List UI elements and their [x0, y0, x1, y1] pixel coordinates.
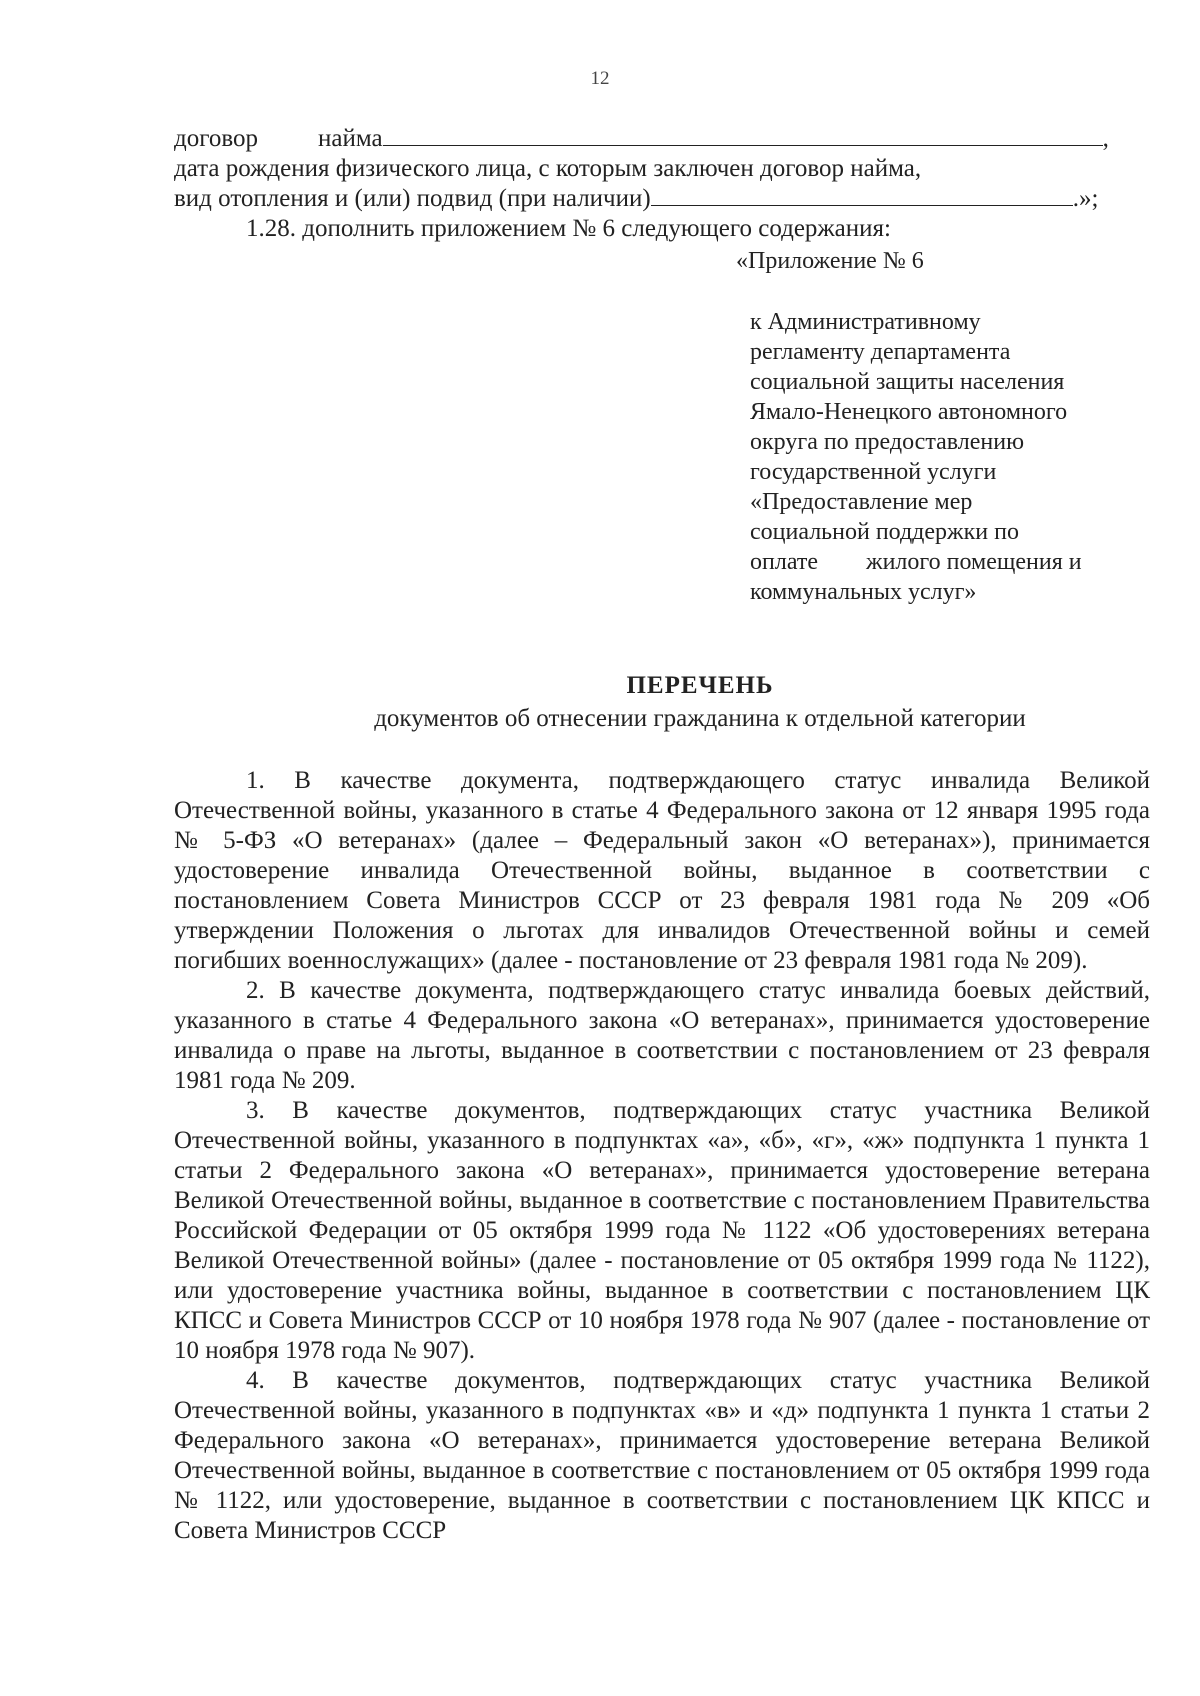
paragraph: 3. В качестве документов, подтверждающих статус участника Великой Отечественной войны, указанного в подпунктах «а», «б», «г», «ж» подпункта 1 пункта 1 статьи 2 Федерального закона «О ветеранах», принимается удостоверение ветерана Великой Отечественной войны, выданное в соответствие с постановлением Правительства Российской Федерации от 05 октября 1999 года № 1122 «Об удостоверениях ветерана Великой Отечественной войны» (далее - постановление от 05 октября 1999 года № 1122), или удостоверение участника войны, выданное в соответствии с постановлением ЦК КПСС и Совета Министров СССР от 10 ноября 1978 года № 907 (далее - постановление от 10 ноября 1978 года № 907).	[174, 1097, 1150, 1364]
contract-fields-block	[174, 124, 1144, 244]
page-number: 12	[590, 68, 610, 89]
contract-fill-line	[383, 127, 1103, 146]
document-body	[174, 766, 1150, 1546]
regulation-line: Ямало-Ненецкого автономного	[750, 399, 1068, 425]
regulation-line: округа по предоставлению	[750, 429, 1025, 455]
regulation-line: к Административному	[750, 309, 981, 335]
paragraph: 4. В качестве документов, подтверждающих статус участника Великой Отечественной войны, указанного в подпунктах «в» и «д» подпункта 1 пункта 1 статьи 2 Федерального закона «О ветеранах», принимается удостоверение ветерана Великой Отечественной войны, выданное в соответствие с постановлением от 05 октября 1999 года № 1122, или удостоверение, выданное в соответствии с постановлением ЦК КПСС и Совета Министров СССР	[174, 1367, 1150, 1544]
amendment-line: 1.28. дополнить приложением № 6 следующего содержания:	[246, 215, 891, 242]
regulation-line: коммунальных услуг»	[750, 579, 977, 605]
regulation-line: государственной услуги	[750, 459, 997, 485]
appendix-label: «Приложение № 6	[736, 248, 924, 274]
contract-label: договор	[174, 125, 258, 152]
heating-fill-line	[651, 187, 1073, 206]
regulation-line: социальной поддержки по	[750, 519, 1019, 545]
contract-type-label: найма	[317, 125, 383, 152]
paragraph: 2. В качестве документа, подтверждающего статус инвалида боевых действий, указанного в статье 4 Федерального закона «О ветеранах», принимается удостоверение инвалида о праве на льготы, выданное в соответствии с постановлением от 23 февраля 1981 года № 209.	[174, 977, 1150, 1094]
document-subtitle: документов об отнесении гражданина к отдельной категории	[374, 705, 1026, 732]
contract-line: договор найма ,	[174, 125, 1109, 152]
birthdate-line: дата рождения физического лица, с которым заключен договор найма,	[174, 155, 922, 182]
paragraph: 1. В качестве документа, подтверждающего статус инвалида Великой Отечественной войны, указанного в статье 4 Федерального закона от 12 января 1995 года № 5-ФЗ «О ветеранах» (далее – Федеральный закон «О ветеранах»), принимается удостоверение инвалида Отечественной войны, выданное в соответствии с постановлением Совета Министров СССР от 23 февраля 1981 года № 209 «Об утверждении Положения о льготах для инвалидов Отечественной войны и семей погибших военнослужащих» (далее - постановление от 23 февраля 1981 года № 209).	[174, 767, 1150, 974]
regulation-line: «Предоставление мер	[750, 489, 973, 515]
document-title: ПЕРЕЧЕНЬ	[626, 672, 774, 699]
regulation-line: регламенту департамента	[750, 339, 1011, 365]
regulation-line: оплате жилого помещения и	[750, 549, 1082, 575]
heating-line: вид отопления и (или) подвид (при наличии) .»;	[174, 185, 1099, 212]
regulation-line: социальной защиты населения	[750, 369, 1065, 395]
regulation-reference	[750, 307, 1150, 607]
heating-label: вид отопления и (или) подвид (при наличии)	[174, 185, 651, 212]
